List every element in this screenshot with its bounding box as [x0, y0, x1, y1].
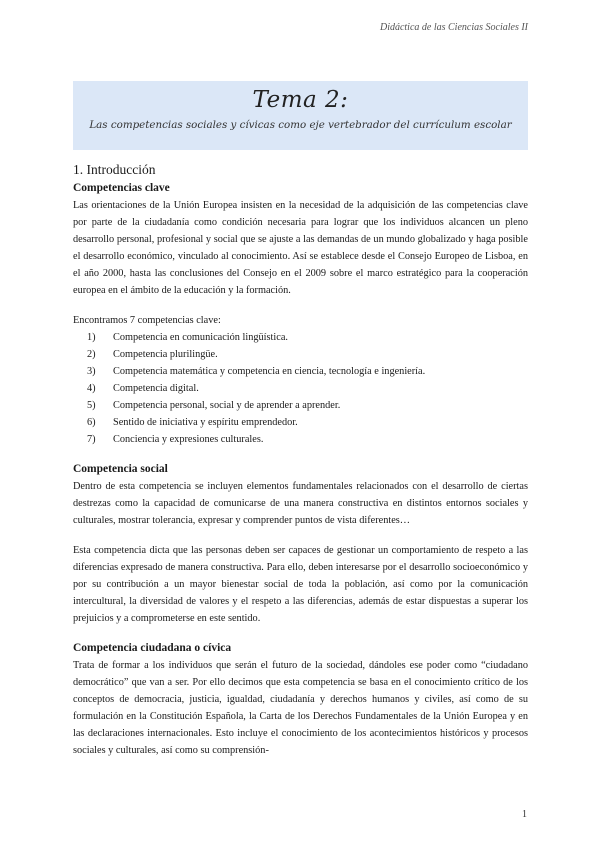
subheading-competencia-ciudadana: Competencia ciudadana o cívica	[73, 642, 232, 654]
competencias-list	[73, 329, 528, 448]
page-subtitle: Las competencias sociales y cívicas como eje vertebrador del currículum escolar	[89, 119, 512, 131]
subheading-competencias-clave: Competencias clave	[73, 182, 170, 194]
list-item: 4) Competencia digital.	[87, 383, 199, 394]
paragraph-competencias-clave: Las orientaciones de la Unión Europea insisten en la necesidad de la adquisición de las competencias clave por parte de la ciudadanía como condición necesaria para lograr que los individuos alcancen un pleno desarrollo personal, profesional y social que se ajuste a las demandas de un mundo globalizado y haga posible el desarrollo económico, vinculado al conocimiento. Así se establece desde el Consejo Europeo de Lisboa, en el año 2000, hasta las conclusiones del Consejo en el 2009 sobre el marco estratégico para la cooperación europea en el ámbito de la educación y la formación.	[73, 200, 528, 296]
running-header: Didáctica de las Ciencias Sociales II	[379, 22, 528, 33]
list-intro: Encontramos 7 competencias clave:	[73, 315, 221, 326]
section-heading-introduccion: 1. Introducción	[73, 162, 156, 177]
title-banner	[73, 81, 528, 150]
list-item: 2) Competencia plurilingüe.	[87, 349, 218, 360]
document-body	[73, 160, 528, 759]
subheading-competencia-social: Competencia social	[73, 463, 168, 475]
page-number: 1	[522, 809, 527, 820]
list-item: 1) Competencia en comunicación lingüística.	[87, 332, 288, 343]
page-title: Tema 2:	[252, 87, 349, 113]
paragraph-competencia-ciudadana: Trata de formar a los individuos que serán el futuro de la sociedad, dándoles ese poder como “ciudadano democrático” que van a ser. Por ello decimos que esta competencia se basa en el conocimiento crítico de los conceptos de democracia, justicia, igualdad, ciudadanía y derechos humanos y civiles, así como de su formulación en la Constitución Española, la Carta de los Derechos Fundamentales de la Unión Europea y en las declaraciones internacionales. Esto incluye el conocimiento de los acontecimientos históricos y procesos sociales y culturales, así como su comprensión-	[73, 660, 528, 756]
list-item: 6) Sentido de iniciativa y espíritu emprendedor.	[87, 417, 298, 428]
list-item: 5) Competencia personal, social y de aprender a aprender.	[87, 400, 341, 411]
paragraph-competencia-social-2: Esta competencia dicta que las personas deben ser capaces de gestionar un comportamiento de respeto a las diferencias expresado de manera constructiva. Para ello, deben interesarse por el desarrollo socioeconómico y por su contribución a un mayor bienestar social de toda la población, así como por la comunicación intercultural, la diversidad de valores y el respeto a las diferencias, además de estar dispuestas a superar los prejuicios y a comprometerse en este sentido.	[73, 545, 528, 624]
list-item: 7) Conciencia y expresiones culturales.	[87, 434, 264, 445]
list-item: 3) Competencia matemática y competencia en ciencia, tecnología e ingeniería.	[87, 366, 426, 377]
paragraph-competencia-social-1: Dentro de esta competencia se incluyen elementos fundamentales relacionados con el desarrollo de ciertas destrezas como la capacidad de comunicarse de una manera constructiva en distintos entornos sociales y culturales, mostrar tolerancia, expresar y comprender puntos de vista diferentes…	[73, 481, 528, 526]
